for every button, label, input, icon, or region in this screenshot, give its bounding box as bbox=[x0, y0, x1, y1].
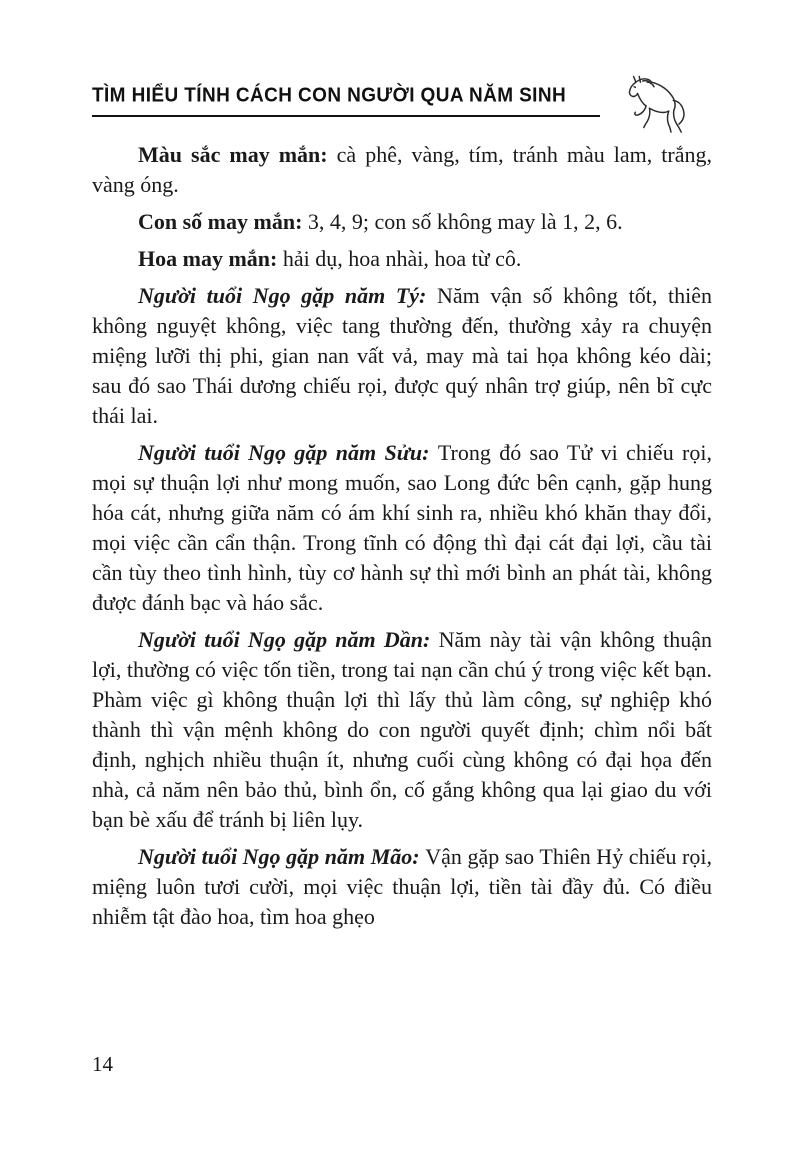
paragraph-body: Năm này tài vận không thuận lợi, thường có việc tốn tiền, trong tai nạn cần chú ý trong việc kết bạn. Phàm việc gì không thuận lợi thì lấy thủ làm công, sự nghiệp khó thành thì vận mệnh không do con người quyết định; chìm nổi bất định, nghịch nhiều thuận ít, nhưng cuối cùng không có đại họa đến nhà, cả năm nên bảo thủ, bình ổn, cố gắng không qua lại giao du với bạn bè xấu để tránh bị liên lụy. bbox=[92, 627, 712, 832]
paragraph-lead: Người tuổi Ngọ gặp năm Tý: bbox=[138, 283, 438, 308]
paragraph bbox=[92, 625, 712, 835]
paragraph bbox=[92, 207, 712, 237]
paragraph bbox=[92, 281, 712, 431]
paragraph-lead: Người tuổi Ngọ gặp năm Sửu: bbox=[138, 440, 438, 465]
paragraph-body: hải dụ, hoa nhài, hoa từ cô. bbox=[282, 246, 522, 271]
paragraph-lead: Hoa may mắn: bbox=[138, 246, 283, 271]
jumping-horse-icon bbox=[616, 72, 692, 140]
body-text bbox=[92, 140, 712, 939]
paragraph-body: Trong đó sao Tử vi chiếu rọi, mọi sự thuận lợi như mong muốn, sao Long đức bên cạnh, gặp hung hóa cát, nhưng giữa năm có ám khí sinh ra, nhiều khó khăn thay đổi, mọi việc cần cẩn thận. Trong tĩnh có động thì đại cát đại lợi, cầu tài cần tùy theo tình hình, tùy cơ hành sự thì mới bình an phát tài, không được đánh bạc và háo sắc. bbox=[92, 440, 712, 615]
paragraph-body: cà phê, vàng, tím, tránh màu lam, trắng, vàng óng. bbox=[92, 142, 713, 197]
paragraph bbox=[92, 438, 712, 618]
page-header bbox=[92, 86, 600, 117]
paragraph bbox=[92, 140, 712, 200]
paragraph-lead: Con số may mắn: bbox=[138, 209, 308, 234]
running-head-title: TÌM HIỂU TÍNH CÁCH CON NGƯỜI QUA NĂM SINH bbox=[92, 84, 567, 107]
paragraph-lead: Người tuổi Ngọ gặp năm Mão: bbox=[138, 844, 426, 869]
paragraph-body: Năm vận số không tốt, thiên không nguyệt không, việc tang thường đến, thường xảy ra chuyện miệng lưỡi thị phi, gian nan vất vả, may mà tai họa không kéo dài; sau đó sao Thái dương chiếu rọi, được quý nhân trợ giúp, nên bĩ cực thái lai. bbox=[92, 283, 712, 428]
paragraph-body: Vận gặp sao Thiên Hỷ chiếu rọi, miệng luôn tươi cười, mọi việc thuận lợi, tiền tài đầy đủ. Có điều nhiễm tật đào hoa, tìm hoa ghẹo bbox=[92, 844, 712, 929]
page-number: 14 bbox=[92, 1052, 113, 1076]
paragraph-lead: Màu sắc may mắn: bbox=[138, 142, 337, 167]
paragraph-lead: Người tuổi Ngọ gặp năm Dần: bbox=[138, 627, 439, 652]
paragraph bbox=[92, 842, 712, 932]
paragraph bbox=[92, 244, 712, 274]
paragraph-body: 3, 4, 9; con số không may là 1, 2, 6. bbox=[307, 209, 623, 234]
